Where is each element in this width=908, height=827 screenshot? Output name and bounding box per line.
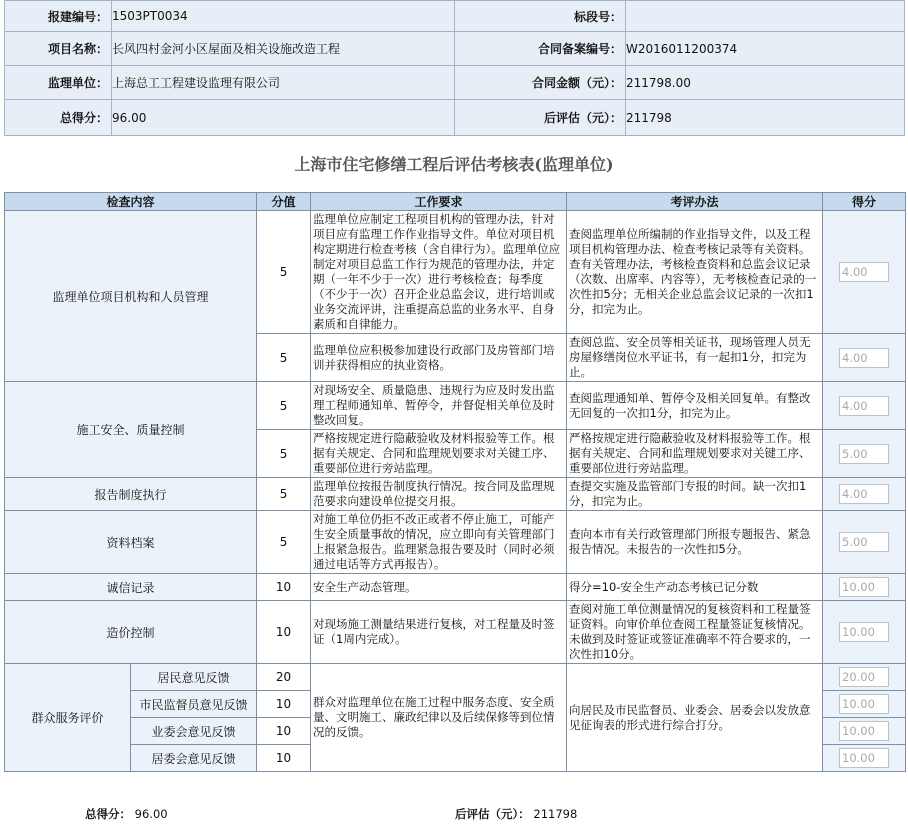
table-row: [5, 601, 906, 664]
score-cell: [823, 511, 906, 574]
post-eval-value: 211798: [626, 100, 905, 136]
score-input[interactable]: [839, 262, 889, 282]
score-input[interactable]: [839, 577, 889, 597]
header-points: 分值: [257, 193, 311, 211]
method-cell: 查阅对施工单位测量情况的复核资料和工程量签证资料。向审价单位查阅工程量签证复核情况。未做到及时签证或签证准确率不符合要求的，一次性扣10分。: [567, 601, 823, 664]
total-score-value: 96.00: [112, 100, 455, 136]
category-cell: 造价控制: [5, 601, 257, 664]
points-cell: 20: [257, 664, 311, 691]
supervisor-label: 监理单位：: [5, 66, 112, 100]
footer-total-score: [85, 806, 168, 822]
project-name-value: 长风四村金河小区屋面及相关设施改造工程: [112, 32, 455, 66]
score-cell: [823, 718, 906, 745]
score-cell: [823, 334, 906, 382]
footer-post-eval: [455, 806, 577, 822]
score-cell: [823, 601, 906, 664]
table-row: [5, 664, 906, 691]
post-eval-label: 后评估（元）：: [455, 100, 626, 136]
total-score-label: 总得分：: [5, 100, 112, 136]
section-no-value: [626, 1, 905, 32]
report-no-value: 1503PT0034: [112, 1, 455, 32]
score-cell: [823, 664, 906, 691]
method-cell: 查提交实施及监管部门专报的时间。缺一次扣1分，扣完为止。: [567, 478, 823, 511]
score-input[interactable]: [839, 748, 889, 768]
report-no-label: 报建编号：: [5, 1, 112, 32]
table-row: [5, 211, 906, 334]
method-cell: 查阅监理通知单、暂停令及相关回复单。有整改无回复的一次扣1分，扣完为止。: [567, 382, 823, 430]
info-row: [5, 100, 905, 136]
score-input[interactable]: [839, 532, 889, 552]
score-input[interactable]: [839, 484, 889, 504]
header-method: 考评办法: [567, 193, 823, 211]
contract-amount-label: 合同金额（元）：: [455, 66, 626, 100]
sub-item-cell: 居民意见反馈: [131, 664, 257, 691]
contract-filing-value: W2016011200374: [626, 32, 905, 66]
sub-item-cell: 居委会意见反馈: [131, 745, 257, 772]
category-cell: 资料档案: [5, 511, 257, 574]
section-no-label: 标段号：: [455, 1, 626, 32]
method-cell: 向居民及市民监督员、业委会、居委会以发放意见征询表的形式进行综合打分。: [567, 664, 823, 772]
score-input[interactable]: [839, 444, 889, 464]
requirement-cell: 严格按规定进行隐蔽验收及材料报验等工作。根据有关规定、合同和监理规划要求对关键工序、重要部位进行旁站监理。: [311, 430, 567, 478]
header-requirement: 工作要求: [311, 193, 567, 211]
method-cell: 得分=10-安全生产动态考核已记分数: [567, 574, 823, 601]
category-cell: 监理单位项目机构和人员管理: [5, 211, 257, 382]
score-cell: [823, 691, 906, 718]
project-info-table: [4, 0, 905, 136]
score-cell: [823, 745, 906, 772]
score-cell: [823, 382, 906, 430]
score-input[interactable]: [839, 396, 889, 416]
requirement-cell: 对现场施工测量结果进行复核，对工程量及时签证（1周内完成）。: [311, 601, 567, 664]
score-cell: [823, 430, 906, 478]
points-cell: 10: [257, 718, 311, 745]
score-input[interactable]: [839, 348, 889, 368]
score-input[interactable]: [839, 622, 889, 642]
score-input[interactable]: [839, 667, 889, 687]
category-cell: 群众服务评价: [5, 664, 131, 772]
table-header-row: [5, 193, 906, 211]
score-cell: [823, 478, 906, 511]
requirement-cell: 对现场安全、质量隐患、违规行为应及时发出监理工程师通知单、暂停令，并督促相关单位及时整改回复。: [311, 382, 567, 430]
score-cell: [823, 211, 906, 334]
contract-amount-value: 211798.00: [626, 66, 905, 100]
sub-item-cell: 业委会意见反馈: [131, 718, 257, 745]
assessment-table: [4, 192, 906, 772]
category-cell: 诚信记录: [5, 574, 257, 601]
method-cell: 查阅监理单位所编制的作业指导文件，以及工程项目机构管理办法、检查考核记录等有关资料。查有关管理办法，考核检查资料和总监会议记录（次数、出席率、内容等），无考核检查记录的一次性扣5分；无相关企业总监会议记录的一次扣1分，扣完为止。: [567, 211, 823, 334]
info-row: [5, 32, 905, 66]
points-cell: 10: [257, 574, 311, 601]
points-cell: 5: [257, 334, 311, 382]
method-cell: 查向本市有关行政管理部门所报专题报告、紧急报告情况。未报告的一次性扣5分。: [567, 511, 823, 574]
score-input[interactable]: [839, 721, 889, 741]
category-cell: 报告制度执行: [5, 478, 257, 511]
points-cell: 5: [257, 511, 311, 574]
requirement-cell: 对施工单位仍拒不改正或者不停止施工，可能产生安全质量事故的情况，应立即向有关管理部门上报紧急报告。监理紧急报告要及时（同时必须通过电话等方式再报告）。: [311, 511, 567, 574]
footer-total-score-value: 96.00: [134, 807, 168, 821]
requirement-cell: 监理单位应积极参加建设行政部门及房管部门培训并获得相应的执业资格。: [311, 334, 567, 382]
points-cell: 5: [257, 382, 311, 430]
score-input[interactable]: [839, 694, 889, 714]
category-cell: 施工安全、质量控制: [5, 382, 257, 478]
requirement-cell: 群众对监理单位在施工过程中服务态度、安全质量、文明施工、廉政纪律以及后续保修等到位情况的反馈。: [311, 664, 567, 772]
footer-total-score-label: 总得分：: [85, 807, 131, 821]
table-row: [5, 382, 906, 430]
footer-post-eval-label: 后评估（元）：: [455, 807, 530, 821]
requirement-cell: 安全生产动态管理。: [311, 574, 567, 601]
page-title: 上海市住宅修缮工程后评估考核表(监理单位): [294, 155, 614, 174]
points-cell: 5: [257, 211, 311, 334]
supervisor-value: 上海总工工程建设监理有限公司: [112, 66, 455, 100]
points-cell: 10: [257, 745, 311, 772]
method-cell: 严格按规定进行隐蔽验收及材料报验等工作。根据有关规定、合同和监理规划要求对关键工序、重要部位进行旁站监理。: [567, 430, 823, 478]
footer-post-eval-value: 211798: [533, 807, 578, 821]
project-name-label: 项目名称：: [5, 32, 112, 66]
points-cell: 10: [257, 691, 311, 718]
points-cell: 5: [257, 430, 311, 478]
contract-filing-label: 合同备案编号：: [455, 32, 626, 66]
score-cell: [823, 574, 906, 601]
method-cell: 查阅总监、安全员等相关证书，现场管理人员无房屋修缮岗位水平证书，有一起扣1分，扣完为止。: [567, 334, 823, 382]
info-row: [5, 66, 905, 100]
table-row: [5, 574, 906, 601]
sub-item-cell: 市民监督员意见反馈: [131, 691, 257, 718]
header-score: 得分: [823, 193, 906, 211]
info-row: [5, 1, 905, 32]
requirement-cell: 监理单位应制定工程项目机构的管理办法，针对项目应有监理工作作业指导文件。单位对项目机构定期进行检查考核（含自律行为）。监理单位应制定对项目总监工作行为规范的管理办法，并定期（一年不少于一次）进行考核检查；每季度（不少于一次）召开企业总监会议，进行培训或业务交流评讲，注重提高总监的业务水平、自身素质和自律能力。: [311, 211, 567, 334]
requirement-cell: 监理单位按报告制度执行情况。按合同及监理规范要求向建设单位提交月报。: [311, 478, 567, 511]
header-content: 检查内容: [5, 193, 257, 211]
table-row: [5, 478, 906, 511]
points-cell: 10: [257, 601, 311, 664]
points-cell: 5: [257, 478, 311, 511]
table-row: [5, 511, 906, 574]
